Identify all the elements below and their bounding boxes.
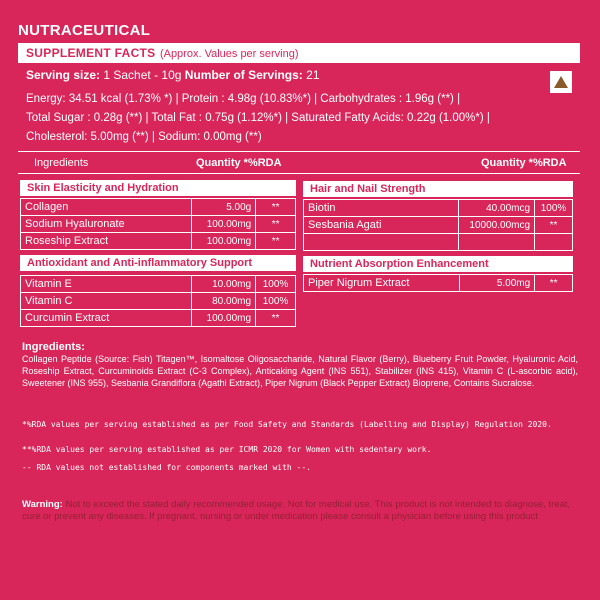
table-row — [304, 234, 573, 251]
servings-count-value: 21 — [306, 68, 320, 82]
table-row — [21, 216, 296, 233]
ingredients-heading: Ingredients: — [22, 341, 85, 353]
hair-table — [303, 199, 573, 251]
ingredient-rda: ** — [256, 199, 296, 216]
brand-title: NUTRACEUTICAL — [18, 22, 151, 39]
ingredient-rda: ** — [535, 217, 573, 234]
supplement-facts-heading: SUPPLEMENT FACTS — [26, 46, 156, 60]
ingredient-rda: 100% — [256, 293, 296, 310]
rda-note-3: -- RDA values not established for components marked with --. — [22, 463, 311, 472]
servings-count-label: Number of Servings: — [184, 68, 303, 82]
ingredient-rda: ** — [256, 216, 296, 233]
ingredient-name: Collagen — [21, 199, 192, 216]
ingredient-qty: 40.00mcg — [459, 200, 535, 217]
table-row — [21, 199, 296, 216]
table-row — [21, 233, 296, 250]
ingredient-rda: ** — [256, 233, 296, 250]
table-row — [21, 293, 296, 310]
ingredient-name: Curcumin Extract — [21, 310, 192, 327]
ingredient-name: Vitamin C — [21, 293, 192, 310]
ingredient-qty: 100.00mg — [192, 216, 256, 233]
quantity-rda-header-right — [481, 157, 567, 169]
ingredient-rda — [535, 234, 573, 251]
ingredient-qty: 5.00mg — [459, 275, 535, 292]
section-hair-title: Hair and Nail Strength — [303, 181, 573, 197]
ingredient-name: Piper Nigrum Extract — [304, 275, 460, 292]
ingredient-name: Sodium Hyaluronate — [21, 216, 192, 233]
food-mark — [550, 71, 572, 93]
absorption-table — [303, 274, 573, 292]
antioxidant-table — [20, 275, 296, 327]
table-row — [21, 276, 296, 293]
ingredient-name: Biotin — [304, 200, 459, 217]
ingredient-qty: 80.00mg — [192, 293, 256, 310]
ingredient-rda: ** — [535, 275, 573, 292]
table-row — [304, 217, 573, 234]
warning-block — [22, 499, 578, 523]
table-row — [304, 200, 573, 217]
ingredients-text: Collagen Peptide (Source: Fish) Titagen™, Isomaltose Oligosaccharide, Natural Flavor (Berry), Blueberry Fruit Powder, Hyaluronic Acid, Roseship Extract, Curcuminoids Extract (C-3 Complex), Anticaking Agent (INS 551), Stabilizer (INS 415), Vitamin C (L-ascorbic acid), Sweetener (INS 955), Sesbania Grandiflora (Agathi Extract), Piper Nigrum (Black Pepper Extract) Bioprene, Contains Sucralose. — [22, 354, 578, 388]
ingredient-name: Roseship Extract — [21, 233, 192, 250]
ingredient-qty: 10000.00mcg — [459, 217, 535, 234]
ingredient-qty: 10.00mg — [192, 276, 256, 293]
nutrition-line-3: Cholesterol: 5.00mg (**) | Sodium: 0.00mg (**) — [26, 131, 262, 143]
rda-note-1: *%RDA values per serving established as per Food Safety and Standards (Labelling and Display) Regulation 2020. — [22, 420, 552, 429]
skin-table — [20, 198, 296, 250]
table-row — [21, 310, 296, 327]
ingredient-rda: 100% — [535, 200, 573, 217]
rda-note-2: **%RDA values per serving established as per ICMR 2020 for Women with sedentary work. — [22, 445, 432, 454]
divider — [18, 151, 580, 152]
supplement-facts-header — [18, 43, 580, 63]
ingredient-qty — [459, 234, 535, 251]
ingredient-name: Sesbania Agati — [304, 217, 459, 234]
quantity-rda-header-left — [196, 157, 282, 169]
supplement-facts-subtitle: (Approx. Values per serving) — [159, 48, 299, 60]
nutrition-line-2: Total Sugar : 0.28g (**) | Total Fat : 0.75g (1.12%*) | Saturated Fatty Acids: 0.22g (1.00%*) | — [26, 112, 490, 124]
serving-info — [26, 68, 320, 82]
warning-label: Warning: — [22, 499, 63, 510]
ingredient-name — [304, 234, 459, 251]
ingredient-qty: 100.00mg — [192, 310, 256, 327]
quantity-rda-label-right: Quantity *%RDA — [481, 157, 567, 169]
ingredient-rda: 100% — [256, 276, 296, 293]
ingredients-column-header: Ingredients — [34, 157, 89, 169]
serving-size-value: 1 Sachet - 10g — [103, 68, 182, 82]
divider — [18, 173, 580, 174]
ingredient-qty: 100.00mg — [192, 233, 256, 250]
serving-size-label: Serving size: — [26, 68, 101, 82]
warning-text: Not to exceed the stated daily recommended usage. Not for medical use. This product is not intended to diagnose, treat, cure or prevent any diseases. If pregnant, nursing or under medication please consult a physician before using this product — [22, 499, 571, 522]
section-skin-title: Skin Elasticity and Hydration — [20, 180, 296, 196]
section-absorption-title: Nutrient Absorption Enhancement — [303, 256, 573, 272]
ingredient-qty: 5.00g — [192, 199, 256, 216]
ingredient-rda: ** — [256, 310, 296, 327]
ingredient-name: Vitamin E — [21, 276, 192, 293]
nutrition-line-1: Energy: 34.51 kcal (1.73% *) | Protein : 4.98g (10.83%*) | Carbohydrates : 1.96g (**) | — [26, 93, 461, 105]
table-row — [304, 275, 573, 292]
brown-triangle-icon — [554, 76, 568, 88]
section-antioxidant-title: Antioxidant and Anti-inflammatory Support — [20, 255, 296, 271]
quantity-rda-label-left: Quantity *%RDA — [196, 157, 282, 169]
